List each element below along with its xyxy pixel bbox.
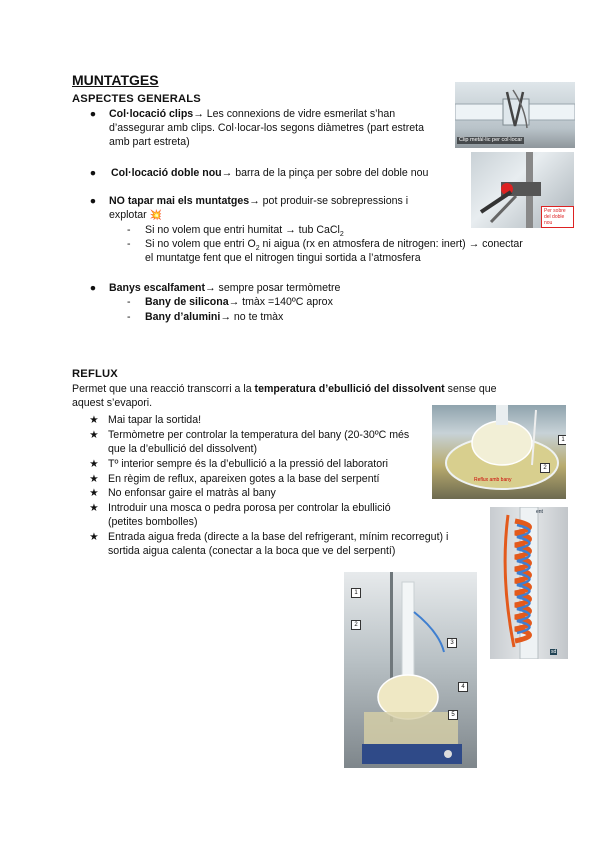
clips-line3: amb part estreta) <box>109 136 190 148</box>
reflux-item: En règim de reflux, apareixen gotes a la base del serpentí <box>108 473 380 485</box>
banys-sub2-text: → no te tmàx <box>220 311 284 323</box>
reflux-item: Mai tapar la sortida! <box>108 414 202 426</box>
banys-sub2 <box>145 310 283 324</box>
bath-label: Reflux amb bany <box>474 477 512 483</box>
reflux-intro-c: sense que <box>444 383 497 395</box>
doble-text: → barra de la pinça per sobre del doble nou <box>221 167 429 179</box>
star-bullet: ★ <box>89 531 99 543</box>
tapar-sub2-subscript: 2 <box>255 245 260 253</box>
clip-caption: Clip metàl·lic per col·locar <box>459 137 523 143</box>
section-heading-aspectes: ASPECTES GENERALS <box>72 93 201 105</box>
reflux-bath-photo <box>432 405 566 499</box>
reflux-intro-line1 <box>72 382 497 396</box>
bullet-dot: ● <box>89 282 97 294</box>
star-bullet: ★ <box>89 487 99 499</box>
star-bullet: ★ <box>89 502 99 514</box>
tapar-sub2-text: Si no volem que entri O <box>145 238 256 250</box>
clips-line2: d’assegurar amb clips. Col·locar-los segons diàmetres (part estreta <box>109 122 424 134</box>
serp-top-label: ent <box>536 509 543 515</box>
bullet-dot: ● <box>89 108 97 120</box>
reflux-item: Entrada aigua freda (directe a la base del refrigerant, mínim recorregut) i <box>108 531 449 543</box>
tapar-sub2 <box>145 237 523 251</box>
clips-bold: Col·locació clips <box>109 108 194 120</box>
serpentine-photo <box>490 507 568 659</box>
banys-sub2-bold: Bany d’alumini <box>145 311 221 323</box>
reflux-item: No enfonsar gaire el matràs al bany <box>108 487 276 499</box>
banys-line <box>109 281 340 295</box>
tapar-line2 <box>109 208 162 223</box>
banys-text: → sempre posar termòmetre <box>204 282 341 294</box>
reflux-item: Introduir una mosca o pedra porosa per controlar la ebullició <box>108 502 391 514</box>
sub-dash: - <box>127 296 131 308</box>
reflux-item: Termòmetre per controlar la temperatura del bany (20-30ºC més <box>108 429 410 441</box>
sub-dash: - <box>127 238 131 250</box>
section-heading-reflux: REFLUX <box>72 368 118 380</box>
setup-tag: 2 <box>351 620 361 630</box>
star-bullet: ★ <box>89 458 99 470</box>
tapar-bold: NO tapar mai els muntatges <box>109 195 250 207</box>
star-bullet: ★ <box>89 473 99 485</box>
reflux-intro-bold: temperatura d’ebullició del dissolvent <box>254 383 445 395</box>
tapar-sub1 <box>145 223 344 237</box>
clip-photo <box>455 82 575 148</box>
banys-sub1 <box>145 295 333 309</box>
tapar-line1 <box>109 194 408 208</box>
star-bullet: ★ <box>89 429 99 441</box>
banys-sub1-bold: Bany de silicona <box>145 296 229 308</box>
page-title: MUNTATGES <box>72 72 159 88</box>
setup-tag: 4 <box>458 682 468 692</box>
bath-tag: 1 <box>558 435 566 445</box>
banys-bold: Banys escalfament <box>109 282 205 294</box>
doble-nou-photo <box>471 152 574 228</box>
setup-tag: 1 <box>351 588 361 598</box>
doble-label <box>541 206 574 228</box>
clips-text1: → Les connexions de vidre esmerilat s’han <box>193 108 396 120</box>
clips-line1 <box>109 107 395 121</box>
tapar-sub1-subscript: 2 <box>339 231 344 239</box>
serp-bottom-label: sd <box>551 649 557 655</box>
sub-dash: - <box>127 311 131 323</box>
reflux-item-cont: (petites bombolles) <box>108 516 198 528</box>
explosion-icon: 💥 <box>149 210 163 221</box>
tapar-text2: explotar <box>109 209 147 221</box>
banys-sub1-text: → tmàx =140ºC aprox <box>228 296 333 308</box>
tapar-sub1-text: Si no volem que entri humitat → tub CaCl <box>145 224 340 236</box>
doble-label-line1: Per sobre <box>544 208 566 214</box>
setup-drawing <box>344 572 477 768</box>
bath-tag: 2 <box>540 463 550 473</box>
bath-drawing <box>432 405 566 499</box>
tapar-sub2-text2: ni aigua (rx en atmosfera de nitrogen: inert) → conectar <box>259 238 523 250</box>
setup-tag: 3 <box>447 638 457 648</box>
bullet-dot: ● <box>89 195 97 207</box>
reflux-item: Tº interior sempre és la d’ebullició a la pressió del laboratori <box>108 458 389 470</box>
setup-tag: 5 <box>448 710 458 720</box>
tapar-text1: → pot produir-se sobrepressions i <box>249 195 409 207</box>
tapar-sub2-line2: el muntatge fent que el nitrogen tingui sortida a l’atmosfera <box>145 252 421 264</box>
reflux-intro-line2: aquest s’evapori. <box>72 397 153 409</box>
doble-bold: Col·locació doble nou <box>111 167 222 179</box>
coil-drawing <box>490 507 568 659</box>
reflux-item-cont: que la d’ebullició del dissolvent) <box>108 443 257 455</box>
reflux-intro-a: Permet que una reacció transcorri a la <box>72 383 255 395</box>
reflux-setup-photo <box>344 572 477 768</box>
doble-line <box>111 166 428 180</box>
reflux-item-cont: sortida aigua calenta (conectar a la boca que ve del serpentí) <box>108 545 396 557</box>
doble-label-line2: del doble nou <box>544 214 565 226</box>
sub-dash: - <box>127 224 131 236</box>
bullet-dot: ● <box>89 167 97 179</box>
star-bullet: ★ <box>89 414 99 426</box>
